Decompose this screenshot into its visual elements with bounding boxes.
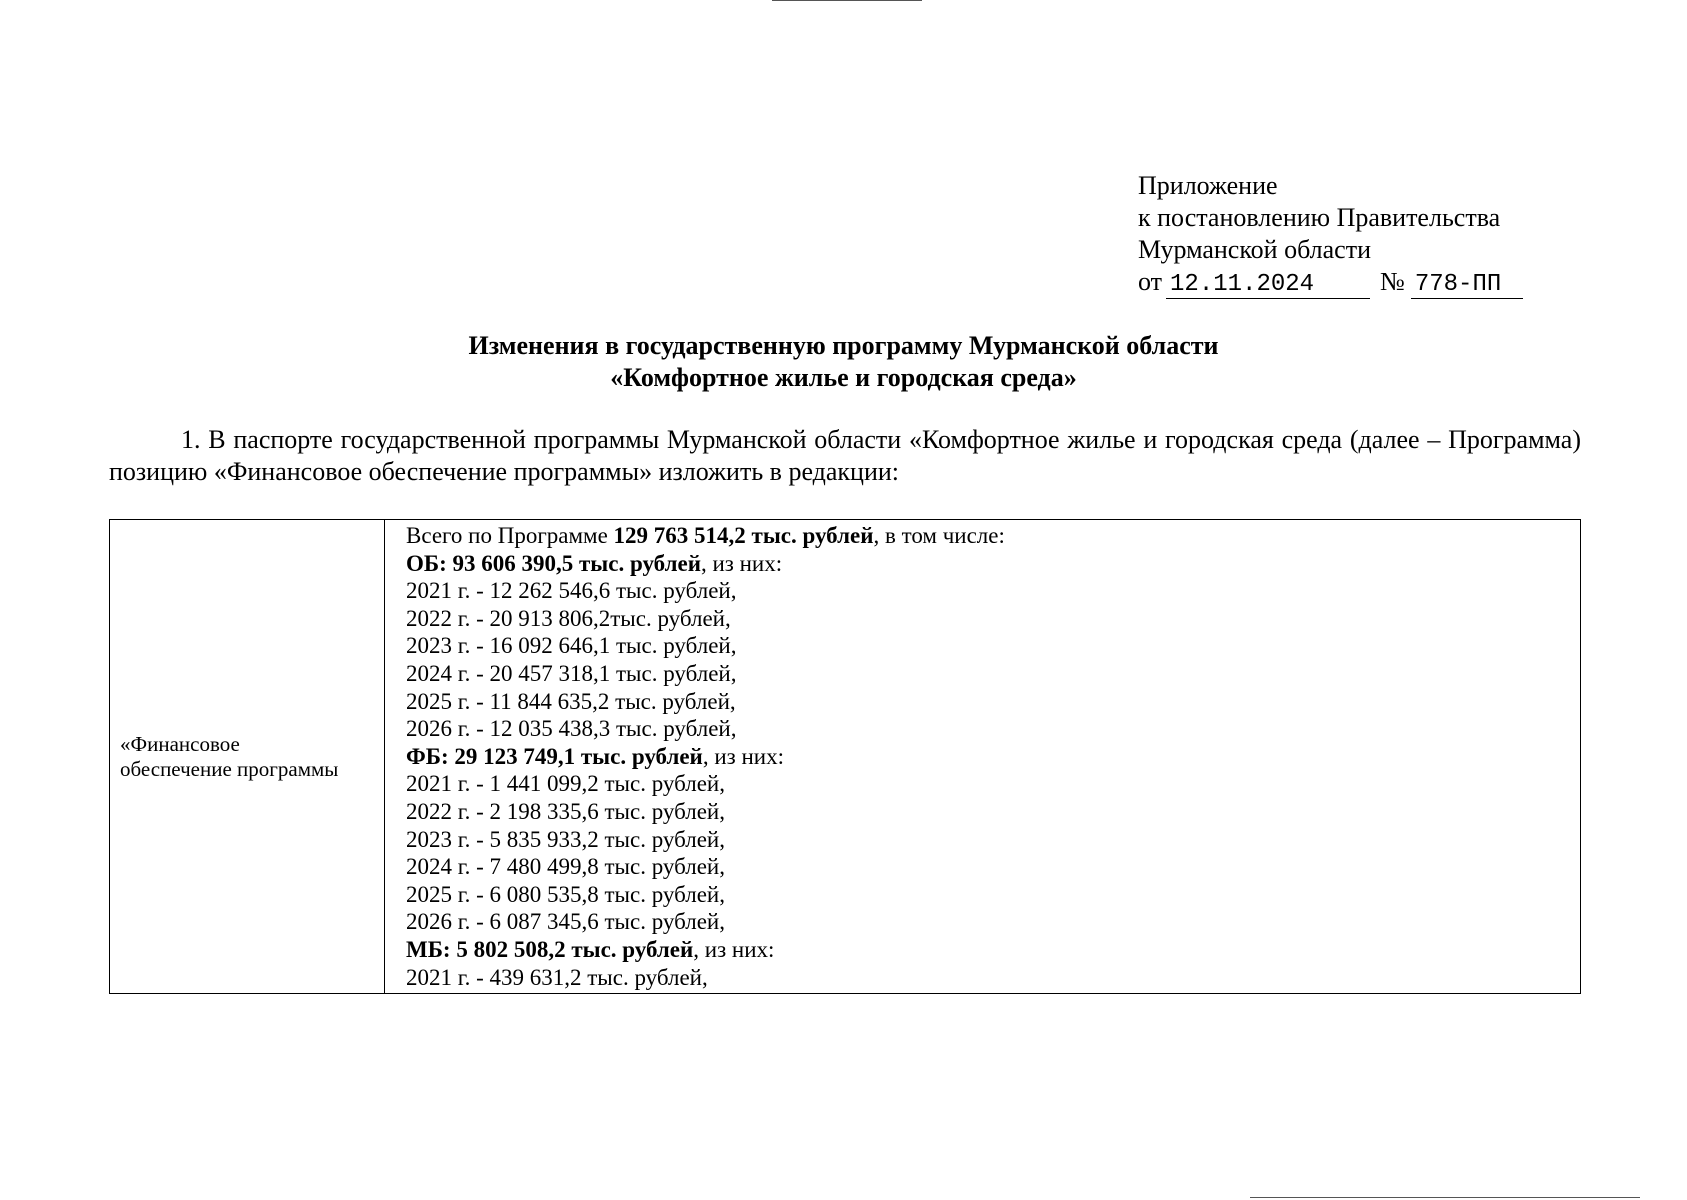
title-line-1: Изменения в государственную программу Мурманской области <box>468 331 1219 360</box>
appendix-region: Мурманской области <box>1138 235 1371 264</box>
appendix-date-number <box>1138 266 1523 299</box>
mb-heading-line <box>406 936 1580 964</box>
total-amount: 129 763 514,2 тыс. рублей <box>613 523 874 548</box>
ob-year-line: 2022 г. - 20 913 806,2тыс. рублей, <box>406 605 731 631</box>
fb-year-line: 2024 г. - 7 480 499,8 тыс. рублей, <box>406 854 725 880</box>
financing-values-cell <box>385 520 1581 994</box>
scan-artifact-top <box>772 0 922 1</box>
title-line-2: «Комфортное жилье и городская среда» <box>610 363 1077 392</box>
ob-year-line: 2021 г. - 12 262 546,6 тыс. рублей, <box>406 578 737 604</box>
position-label-line-2: обеспечение программы <box>120 756 339 781</box>
ob-year-line: 2024 г. - 20 457 318,1 тыс. рублей, <box>406 660 737 686</box>
fb-heading: ФБ: 29 123 749,1 тыс. рублей <box>406 743 703 769</box>
decree-number: 778-ПП <box>1411 272 1523 299</box>
fb-year-line: 2025 г. - 6 080 535,8 тыс. рублей, <box>406 881 725 907</box>
position-label-cell <box>110 520 385 994</box>
ob-heading: ОБ: 93 606 390,5 тыс. рублей <box>406 550 701 576</box>
fb-year-line: 2023 г. - 5 835 933,2 тыс. рублей, <box>406 826 725 852</box>
date-prefix: от <box>1138 267 1163 296</box>
mb-suffix: , из них: <box>693 936 775 962</box>
total-line <box>406 522 1580 550</box>
ob-suffix: , из них: <box>700 550 783 576</box>
paragraph-1: 1. В паспорте государственной программы Мурманской области «Комфортное жилье и городская среда (далее – Программа) позицию «Финансовое обеспечение программы» изложить в редакции: <box>109 425 1581 486</box>
decree-date: 12.11.2024 <box>1166 272 1370 299</box>
total-prefix: Всего по Программе <box>406 523 614 548</box>
document-title <box>0 330 1687 394</box>
appendix-header <box>1138 170 1523 299</box>
appendix-reference: к постановлению Правительства <box>1138 203 1501 232</box>
mb-year-line: 2021 г. - 439 631,2 тыс. рублей, <box>406 964 708 990</box>
ob-year-line: 2023 г. - 16 092 646,1 тыс. рублей, <box>406 633 737 659</box>
ob-heading-line <box>406 550 1580 578</box>
ob-year-line: 2026 г. - 12 035 438,3 тыс. рублей, <box>406 716 737 742</box>
fb-heading-line <box>406 743 1580 771</box>
financing-table <box>109 519 1581 994</box>
table-row <box>110 520 1581 994</box>
appendix-title: Приложение <box>1138 171 1278 200</box>
fb-year-line: 2026 г. - 6 087 345,6 тыс. рублей, <box>406 909 725 935</box>
total-suffix: , в том числе: <box>873 523 1005 548</box>
fb-suffix: , из них: <box>702 743 784 769</box>
number-sign: № <box>1380 267 1405 296</box>
mb-heading: МБ: 5 802 508,2 тыс. рублей <box>406 936 694 962</box>
fb-year-line: 2021 г. - 1 441 099,2 тыс. рублей, <box>406 771 725 797</box>
fb-year-line: 2022 г. - 2 198 335,6 тыс. рублей, <box>406 798 725 824</box>
scan-artifact-bottom <box>1250 1197 1640 1198</box>
ob-year-line: 2025 г. - 11 844 635,2 тыс. рублей, <box>406 688 736 714</box>
position-label-line-1: «Финансовое <box>120 731 240 756</box>
